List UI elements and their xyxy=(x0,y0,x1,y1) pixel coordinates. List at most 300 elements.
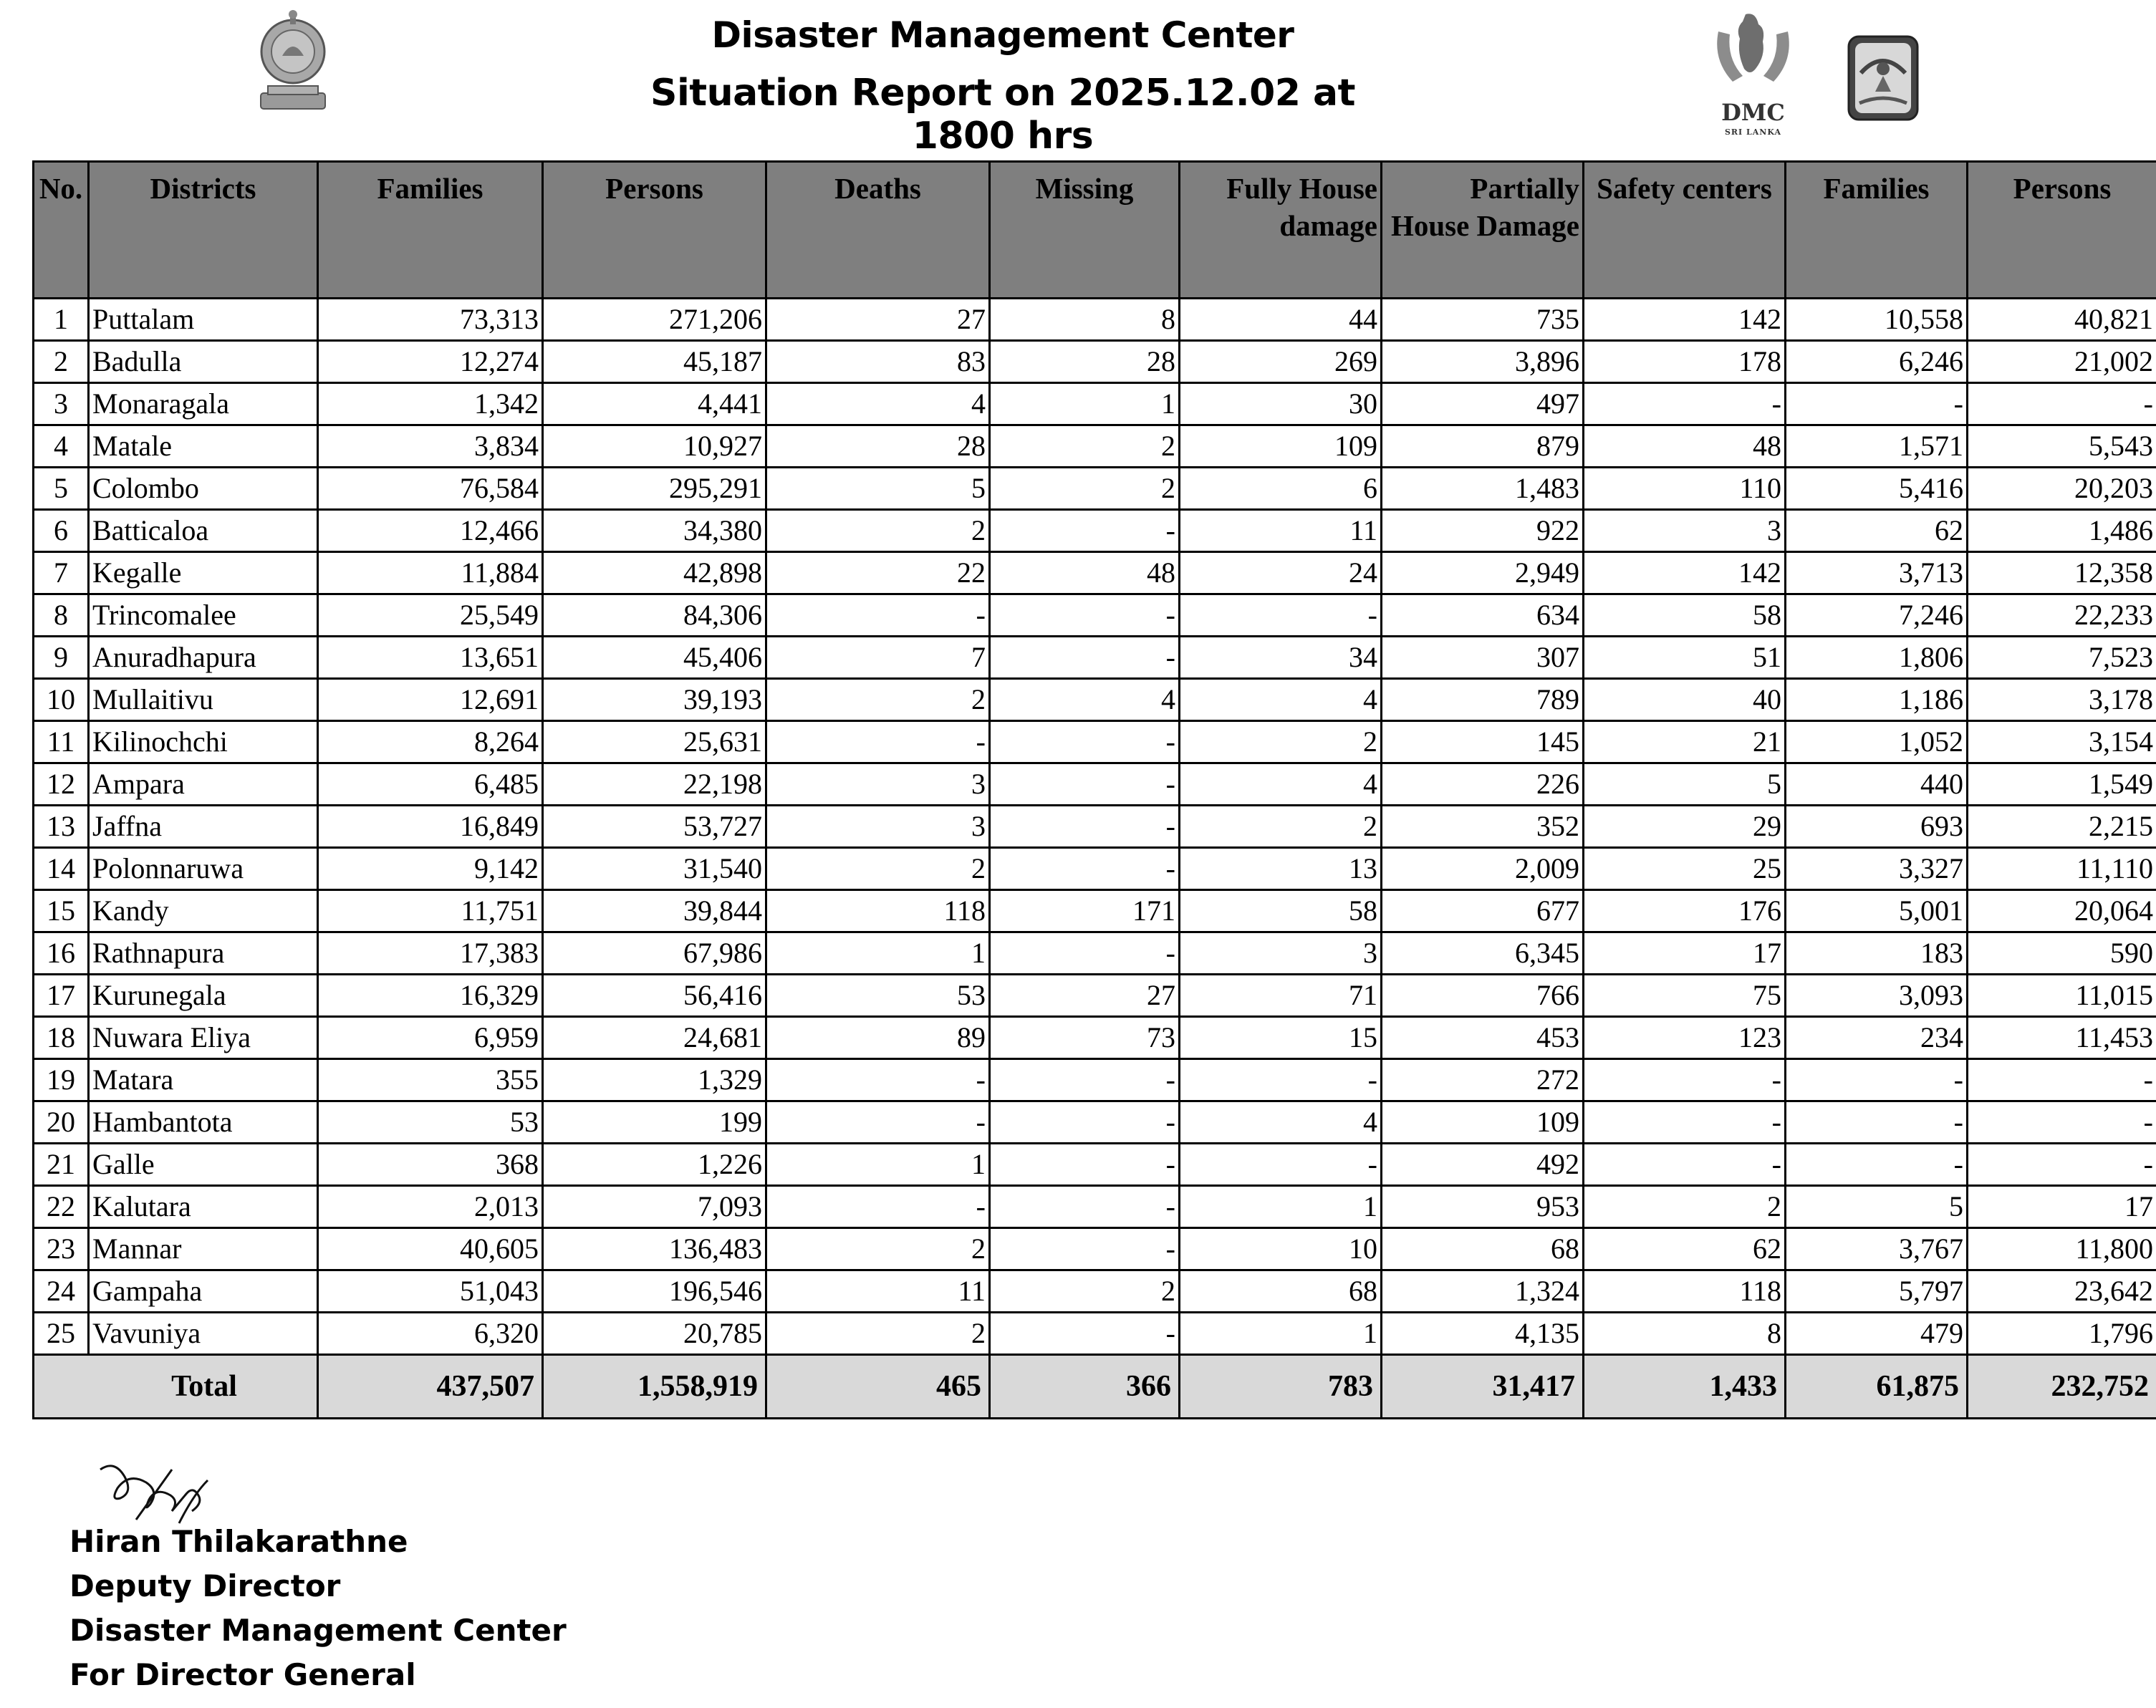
value-cell: 40,605 xyxy=(318,1228,543,1270)
value-cell: - xyxy=(1180,1059,1382,1101)
value-cell: - xyxy=(1584,1059,1786,1101)
value-cell: 1,324 xyxy=(1382,1270,1584,1313)
total-cell: 1,558,919 xyxy=(543,1355,766,1419)
value-cell: 22,233 xyxy=(1968,594,2156,637)
value-cell: - xyxy=(1968,383,2156,425)
value-cell: 5,543 xyxy=(1968,425,2156,468)
district-cell: Kalutara xyxy=(89,1186,318,1228)
table-row xyxy=(34,425,2156,468)
district-cell: Batticaloa xyxy=(89,510,318,552)
value-cell: 21,002 xyxy=(1968,341,2156,383)
value-cell: 71 xyxy=(1180,975,1382,1017)
value-cell: 4,135 xyxy=(1382,1313,1584,1355)
value-cell: 53 xyxy=(766,975,990,1017)
district-cell: Hambantota xyxy=(89,1101,318,1144)
value-cell: 2 xyxy=(766,510,990,552)
table-row xyxy=(34,299,2156,341)
value-cell: 24,681 xyxy=(543,1017,766,1059)
value-cell: 2,215 xyxy=(1968,806,2156,848)
value-cell: 76,584 xyxy=(318,468,543,510)
row-number-cell: 4 xyxy=(34,425,89,468)
district-cell: Polonnaruwa xyxy=(89,848,318,890)
district-cell: Galle xyxy=(89,1144,318,1186)
row-number-cell: 10 xyxy=(34,679,89,721)
column-header: Families xyxy=(318,162,543,299)
table-row xyxy=(34,721,2156,763)
value-cell: 789 xyxy=(1382,679,1584,721)
value-cell: 12,691 xyxy=(318,679,543,721)
value-cell: - xyxy=(1180,1144,1382,1186)
value-cell: 17 xyxy=(1584,932,1786,975)
value-cell: 879 xyxy=(1382,425,1584,468)
district-cell: Monaragala xyxy=(89,383,318,425)
row-number-cell: 16 xyxy=(34,932,89,975)
value-cell: - xyxy=(766,594,990,637)
value-cell: 53,727 xyxy=(543,806,766,848)
value-cell: 1,486 xyxy=(1968,510,2156,552)
value-cell: 31,540 xyxy=(543,848,766,890)
total-cell: 465 xyxy=(766,1355,990,1419)
table-row xyxy=(34,341,2156,383)
value-cell: 6,246 xyxy=(1786,341,1968,383)
table-row xyxy=(34,1017,2156,1059)
value-cell: 1,342 xyxy=(318,383,543,425)
value-cell: 118 xyxy=(766,890,990,932)
value-cell: 136,483 xyxy=(543,1228,766,1270)
value-cell: 7 xyxy=(766,637,990,679)
value-cell: - xyxy=(1584,1144,1786,1186)
table-row xyxy=(34,1270,2156,1313)
total-cell: 61,875 xyxy=(1786,1355,1968,1419)
value-cell: 5,797 xyxy=(1786,1270,1968,1313)
value-cell: 1,571 xyxy=(1786,425,1968,468)
value-cell: 13,651 xyxy=(318,637,543,679)
table-row xyxy=(34,552,2156,594)
value-cell: 62 xyxy=(1584,1228,1786,1270)
value-cell: 953 xyxy=(1382,1186,1584,1228)
value-cell: 22 xyxy=(766,552,990,594)
value-cell: 3,327 xyxy=(1786,848,1968,890)
value-cell: 7,523 xyxy=(1968,637,2156,679)
value-cell: 73,313 xyxy=(318,299,543,341)
table-row xyxy=(34,468,2156,510)
value-cell: 11 xyxy=(766,1270,990,1313)
value-cell: 3 xyxy=(766,763,990,806)
row-number-cell: 15 xyxy=(34,890,89,932)
district-cell: Kilinochchi xyxy=(89,721,318,763)
value-cell: 7,246 xyxy=(1786,594,1968,637)
value-cell: 1,052 xyxy=(1786,721,1968,763)
value-cell: 196,546 xyxy=(543,1270,766,1313)
value-cell: 3,896 xyxy=(1382,341,1584,383)
row-number-cell: 25 xyxy=(34,1313,89,1355)
value-cell: 234 xyxy=(1786,1017,1968,1059)
value-cell: 453 xyxy=(1382,1017,1584,1059)
value-cell: 3,713 xyxy=(1786,552,1968,594)
table-row xyxy=(34,594,2156,637)
total-row xyxy=(34,1355,2156,1419)
value-cell: 6,320 xyxy=(318,1313,543,1355)
value-cell: - xyxy=(990,594,1180,637)
district-cell: Jaffna xyxy=(89,806,318,848)
value-cell: 479 xyxy=(1786,1313,1968,1355)
value-cell: 4 xyxy=(1180,1101,1382,1144)
value-cell: 56,416 xyxy=(543,975,766,1017)
total-cell: 232,752 xyxy=(1968,1355,2156,1419)
value-cell: 677 xyxy=(1382,890,1584,932)
value-cell: 68 xyxy=(1382,1228,1584,1270)
row-number-cell: 22 xyxy=(34,1186,89,1228)
value-cell: 2 xyxy=(990,425,1180,468)
value-cell: 1,329 xyxy=(543,1059,766,1101)
district-cell: Badulla xyxy=(89,341,318,383)
district-cell: Kegalle xyxy=(89,552,318,594)
district-cell: Anuradhapura xyxy=(89,637,318,679)
value-cell: - xyxy=(1968,1059,2156,1101)
value-cell: 51,043 xyxy=(318,1270,543,1313)
value-cell: 9,142 xyxy=(318,848,543,890)
row-number-cell: 1 xyxy=(34,299,89,341)
value-cell: - xyxy=(990,806,1180,848)
value-cell: 368 xyxy=(318,1144,543,1186)
table-row xyxy=(34,763,2156,806)
value-cell: 123 xyxy=(1584,1017,1786,1059)
value-cell: 110 xyxy=(1584,468,1786,510)
value-cell: 11,453 xyxy=(1968,1017,2156,1059)
value-cell: 3,834 xyxy=(318,425,543,468)
value-cell: 11,015 xyxy=(1968,975,2156,1017)
value-cell: 4 xyxy=(1180,679,1382,721)
value-cell: 20,064 xyxy=(1968,890,2156,932)
table-row xyxy=(34,806,2156,848)
value-cell: 176 xyxy=(1584,890,1786,932)
value-cell: 1 xyxy=(766,932,990,975)
table-row xyxy=(34,1144,2156,1186)
column-header: Families xyxy=(1786,162,1968,299)
row-number-cell: 21 xyxy=(34,1144,89,1186)
value-cell: 28 xyxy=(766,425,990,468)
organization-logo-icon xyxy=(1847,34,1920,122)
value-cell: - xyxy=(990,1101,1180,1144)
value-cell: 22,198 xyxy=(543,763,766,806)
value-cell: 58 xyxy=(1584,594,1786,637)
dmc-hands-icon xyxy=(1708,10,1798,100)
row-number-cell: 18 xyxy=(34,1017,89,1059)
value-cell: 922 xyxy=(1382,510,1584,552)
row-number-cell: 9 xyxy=(34,637,89,679)
signatory-on-behalf: For Director General xyxy=(69,1657,416,1692)
value-cell: 45,187 xyxy=(543,341,766,383)
value-cell: 51 xyxy=(1584,637,1786,679)
value-cell: 2 xyxy=(990,1270,1180,1313)
value-cell: 25,631 xyxy=(543,721,766,763)
value-cell: 3,154 xyxy=(1968,721,2156,763)
value-cell: 199 xyxy=(543,1101,766,1144)
value-cell: 39,844 xyxy=(543,890,766,932)
value-cell: 6,485 xyxy=(318,763,543,806)
district-cell: Vavuniya xyxy=(89,1313,318,1355)
row-number-cell: 24 xyxy=(34,1270,89,1313)
value-cell: 27 xyxy=(990,975,1180,1017)
row-number-cell: 12 xyxy=(34,763,89,806)
value-cell: - xyxy=(766,1186,990,1228)
value-cell: 11,884 xyxy=(318,552,543,594)
value-cell: 142 xyxy=(1584,552,1786,594)
value-cell: 3 xyxy=(1180,932,1382,975)
value-cell: 2 xyxy=(1584,1186,1786,1228)
value-cell: 42,898 xyxy=(543,552,766,594)
value-cell: 23,642 xyxy=(1968,1270,2156,1313)
value-cell: 269 xyxy=(1180,341,1382,383)
value-cell: - xyxy=(1968,1144,2156,1186)
total-cell: 1,433 xyxy=(1584,1355,1786,1419)
value-cell: - xyxy=(990,637,1180,679)
value-cell: - xyxy=(766,1059,990,1101)
value-cell: 16,849 xyxy=(318,806,543,848)
value-cell: 2 xyxy=(766,1313,990,1355)
value-cell: 83 xyxy=(766,341,990,383)
value-cell: 8 xyxy=(1584,1313,1786,1355)
value-cell: 1,483 xyxy=(1382,468,1584,510)
value-cell: 1 xyxy=(1180,1313,1382,1355)
value-cell: 5 xyxy=(766,468,990,510)
value-cell: 40 xyxy=(1584,679,1786,721)
column-header: Fully House damage xyxy=(1180,162,1382,299)
table-row xyxy=(34,848,2156,890)
value-cell: 2 xyxy=(766,679,990,721)
value-cell: 145 xyxy=(1382,721,1584,763)
value-cell: 4 xyxy=(1180,763,1382,806)
column-header: Deaths xyxy=(766,162,990,299)
value-cell: 34,380 xyxy=(543,510,766,552)
value-cell: 12,466 xyxy=(318,510,543,552)
row-number-cell: 13 xyxy=(34,806,89,848)
value-cell: 2 xyxy=(990,468,1180,510)
row-number-cell: 6 xyxy=(34,510,89,552)
value-cell: 2 xyxy=(766,1228,990,1270)
district-cell: Kandy xyxy=(89,890,318,932)
district-cell: Matara xyxy=(89,1059,318,1101)
value-cell: 492 xyxy=(1382,1144,1584,1186)
signatory-position: Deputy Director xyxy=(69,1568,341,1603)
signatory-organization: Disaster Management Center xyxy=(69,1613,567,1648)
situation-report-table xyxy=(32,160,2156,1419)
value-cell: 2,009 xyxy=(1382,848,1584,890)
value-cell: - xyxy=(1968,1101,2156,1144)
dmc-logo-subtext: SRI LANKA xyxy=(1724,127,1782,137)
value-cell: 45,406 xyxy=(543,637,766,679)
value-cell: 5,001 xyxy=(1786,890,1968,932)
value-cell: 11,751 xyxy=(318,890,543,932)
column-header: Missing xyxy=(990,162,1180,299)
value-cell: 21 xyxy=(1584,721,1786,763)
report-title: Disaster Management Center xyxy=(711,14,1294,56)
value-cell: - xyxy=(990,1059,1180,1101)
value-cell: 6,959 xyxy=(318,1017,543,1059)
value-cell: 355 xyxy=(318,1059,543,1101)
table-row xyxy=(34,510,2156,552)
value-cell: 40,821 xyxy=(1968,299,2156,341)
value-cell: 15 xyxy=(1180,1017,1382,1059)
row-number-cell: 11 xyxy=(34,721,89,763)
total-cell: 366 xyxy=(990,1355,1180,1419)
value-cell: - xyxy=(1786,1101,1968,1144)
value-cell: 1,796 xyxy=(1968,1313,2156,1355)
value-cell: - xyxy=(766,1101,990,1144)
table-row xyxy=(34,1186,2156,1228)
value-cell: 84,306 xyxy=(543,594,766,637)
value-cell: 3 xyxy=(766,806,990,848)
value-cell: 20,785 xyxy=(543,1313,766,1355)
total-cell: 31,417 xyxy=(1382,1355,1584,1419)
row-number-cell: 7 xyxy=(34,552,89,594)
table-row xyxy=(34,890,2156,932)
row-number-cell: 19 xyxy=(34,1059,89,1101)
district-cell: Mannar xyxy=(89,1228,318,1270)
value-cell: 2,949 xyxy=(1382,552,1584,594)
value-cell: 17,383 xyxy=(318,932,543,975)
value-cell: 27 xyxy=(766,299,990,341)
value-cell: - xyxy=(1786,1059,1968,1101)
value-cell: - xyxy=(990,1228,1180,1270)
table-row xyxy=(34,679,2156,721)
value-cell: 75 xyxy=(1584,975,1786,1017)
district-cell: Kurunegala xyxy=(89,975,318,1017)
value-cell: 11,800 xyxy=(1968,1228,2156,1270)
value-cell: - xyxy=(990,510,1180,552)
value-cell: 48 xyxy=(990,552,1180,594)
value-cell: - xyxy=(1786,383,1968,425)
value-cell: 3 xyxy=(1584,510,1786,552)
value-cell: 10 xyxy=(1180,1228,1382,1270)
value-cell: 3,767 xyxy=(1786,1228,1968,1270)
signatory-name: Hiran Thilakarathne xyxy=(69,1524,408,1559)
value-cell: - xyxy=(990,848,1180,890)
value-cell: 28 xyxy=(990,341,1180,383)
value-cell: 1 xyxy=(766,1144,990,1186)
value-cell: 634 xyxy=(1382,594,1584,637)
value-cell: 352 xyxy=(1382,806,1584,848)
table-row xyxy=(34,975,2156,1017)
row-number-cell: 20 xyxy=(34,1101,89,1144)
value-cell: 20,203 xyxy=(1968,468,2156,510)
value-cell: - xyxy=(990,932,1180,975)
value-cell: 11,110 xyxy=(1968,848,2156,890)
value-cell: 5 xyxy=(1584,763,1786,806)
column-header: Safety centers xyxy=(1584,162,1786,299)
total-cell: 437,507 xyxy=(318,1355,543,1419)
table-row xyxy=(34,1059,2156,1101)
value-cell: 48 xyxy=(1584,425,1786,468)
table-row xyxy=(34,1101,2156,1144)
value-cell: 307 xyxy=(1382,637,1584,679)
value-cell: 766 xyxy=(1382,975,1584,1017)
value-cell: - xyxy=(766,721,990,763)
value-cell: 2 xyxy=(766,848,990,890)
value-cell: 24 xyxy=(1180,552,1382,594)
district-cell: Gampaha xyxy=(89,1270,318,1313)
value-cell: 89 xyxy=(766,1017,990,1059)
report-subtitle: Situation Report on 2025.12.02 at 1800 hrs xyxy=(650,72,1355,158)
value-cell: 16,329 xyxy=(318,975,543,1017)
table-header-row xyxy=(34,162,2156,299)
district-cell: Ampara xyxy=(89,763,318,806)
value-cell: 271,206 xyxy=(543,299,766,341)
column-header: No. xyxy=(34,162,89,299)
value-cell: 5,416 xyxy=(1786,468,1968,510)
value-cell: - xyxy=(990,763,1180,806)
value-cell: 68 xyxy=(1180,1270,1382,1313)
row-number-cell: 23 xyxy=(34,1228,89,1270)
value-cell: 1,226 xyxy=(543,1144,766,1186)
row-number-cell: 5 xyxy=(34,468,89,510)
value-cell: 3,093 xyxy=(1786,975,1968,1017)
value-cell: - xyxy=(1180,594,1382,637)
value-cell: 171 xyxy=(990,890,1180,932)
value-cell: 183 xyxy=(1786,932,1968,975)
value-cell: 34 xyxy=(1180,637,1382,679)
total-cell: 783 xyxy=(1180,1355,1382,1419)
district-cell: Matale xyxy=(89,425,318,468)
value-cell: 12,274 xyxy=(318,341,543,383)
value-cell: 17 xyxy=(1968,1186,2156,1228)
value-cell: 735 xyxy=(1382,299,1584,341)
district-cell: Rathnapura xyxy=(89,932,318,975)
district-cell: Colombo xyxy=(89,468,318,510)
value-cell: 226 xyxy=(1382,763,1584,806)
total-label: Total xyxy=(34,1355,318,1419)
value-cell: 497 xyxy=(1382,383,1584,425)
value-cell: 1 xyxy=(990,383,1180,425)
value-cell: 3,178 xyxy=(1968,679,2156,721)
value-cell: 53 xyxy=(318,1101,543,1144)
value-cell: 25,549 xyxy=(318,594,543,637)
value-cell: 10,558 xyxy=(1786,299,1968,341)
row-number-cell: 17 xyxy=(34,975,89,1017)
national-emblem-icon xyxy=(254,9,332,116)
value-cell: 295,291 xyxy=(543,468,766,510)
value-cell: 693 xyxy=(1786,806,1968,848)
value-cell: 1 xyxy=(1180,1186,1382,1228)
value-cell: 11 xyxy=(1180,510,1382,552)
value-cell: 2,013 xyxy=(318,1186,543,1228)
value-cell: - xyxy=(1786,1144,1968,1186)
column-header: Partially House Damage xyxy=(1382,162,1584,299)
table-row xyxy=(34,637,2156,679)
table-row xyxy=(34,383,2156,425)
value-cell: - xyxy=(990,721,1180,763)
row-number-cell: 2 xyxy=(34,341,89,383)
value-cell: 30 xyxy=(1180,383,1382,425)
row-number-cell: 14 xyxy=(34,848,89,890)
value-cell: 109 xyxy=(1180,425,1382,468)
dmc-logo-text: DMC xyxy=(1721,99,1785,126)
row-number-cell: 8 xyxy=(34,594,89,637)
value-cell: 1,549 xyxy=(1968,763,2156,806)
value-cell: 590 xyxy=(1968,932,2156,975)
value-cell: - xyxy=(990,1144,1180,1186)
value-cell: - xyxy=(1584,383,1786,425)
value-cell: 8 xyxy=(990,299,1180,341)
value-cell: - xyxy=(990,1186,1180,1228)
value-cell: 4 xyxy=(766,383,990,425)
value-cell: 12,358 xyxy=(1968,552,2156,594)
value-cell: 8,264 xyxy=(318,721,543,763)
value-cell: 272 xyxy=(1382,1059,1584,1101)
column-header: Persons xyxy=(543,162,766,299)
value-cell: 25 xyxy=(1584,848,1786,890)
column-header: Persons xyxy=(1968,162,2156,299)
